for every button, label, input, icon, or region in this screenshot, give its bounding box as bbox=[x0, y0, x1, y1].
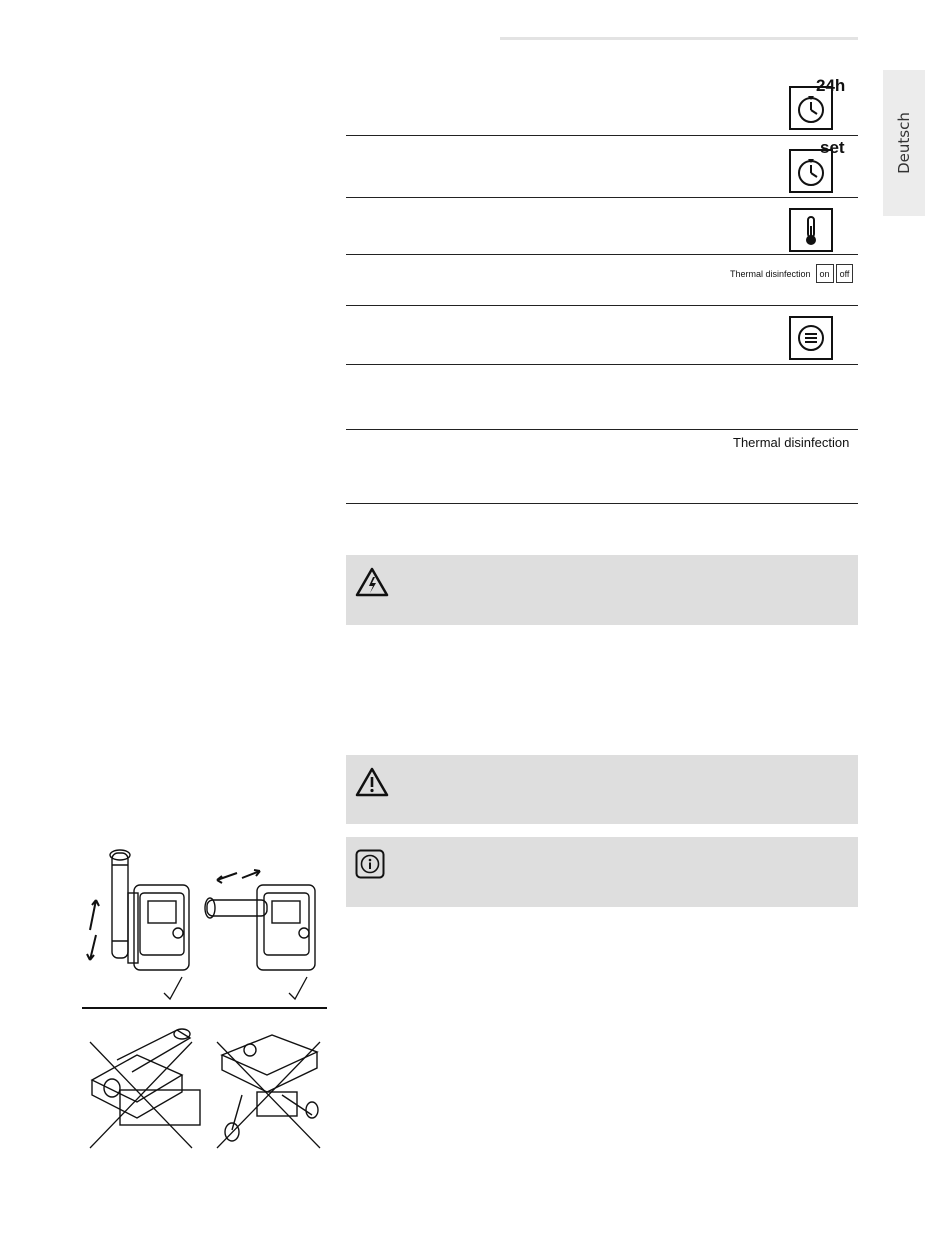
language-tab-label: Deutsch bbox=[895, 112, 913, 174]
thermal-disinfection-small-label: Thermal disinfection bbox=[730, 268, 811, 279]
thermal-disinfection-toggle bbox=[730, 264, 853, 283]
row-divider bbox=[346, 135, 858, 136]
check-mark bbox=[289, 977, 307, 999]
thermal-disinfection-label: Thermal disinfection bbox=[733, 435, 850, 450]
row-divider bbox=[346, 364, 858, 365]
row-divider bbox=[346, 197, 858, 198]
correct-installation-figure bbox=[82, 845, 327, 1005]
electrical-hazard-callout bbox=[346, 555, 858, 625]
menu-icon bbox=[789, 316, 833, 360]
check-mark bbox=[164, 977, 182, 999]
info-icon bbox=[355, 849, 385, 879]
figure-divider bbox=[82, 1007, 327, 1009]
timer-24h-label: 24h bbox=[816, 76, 846, 95]
pump-vertical-drawing bbox=[110, 850, 189, 970]
pump-wrong-2-drawing bbox=[222, 1035, 318, 1141]
pump-horizontal-drawing bbox=[205, 885, 315, 970]
pump-wrong-1-drawing bbox=[92, 1029, 200, 1125]
info-callout bbox=[346, 837, 858, 907]
wrong-installation-figure bbox=[82, 1020, 327, 1150]
warning-callout bbox=[346, 755, 858, 824]
row-divider bbox=[346, 429, 858, 430]
on-button[interactable]: on bbox=[816, 264, 834, 283]
language-tab[interactable] bbox=[883, 70, 925, 216]
warning-icon bbox=[355, 767, 389, 797]
thermometer-icon bbox=[789, 208, 833, 252]
header-rule bbox=[500, 37, 858, 40]
timer-set-label: set bbox=[820, 138, 845, 157]
electrical-hazard-icon bbox=[355, 567, 389, 597]
row-divider bbox=[346, 503, 858, 504]
off-button[interactable]: off bbox=[836, 264, 854, 283]
row-divider bbox=[346, 254, 858, 255]
row-divider bbox=[346, 305, 858, 306]
